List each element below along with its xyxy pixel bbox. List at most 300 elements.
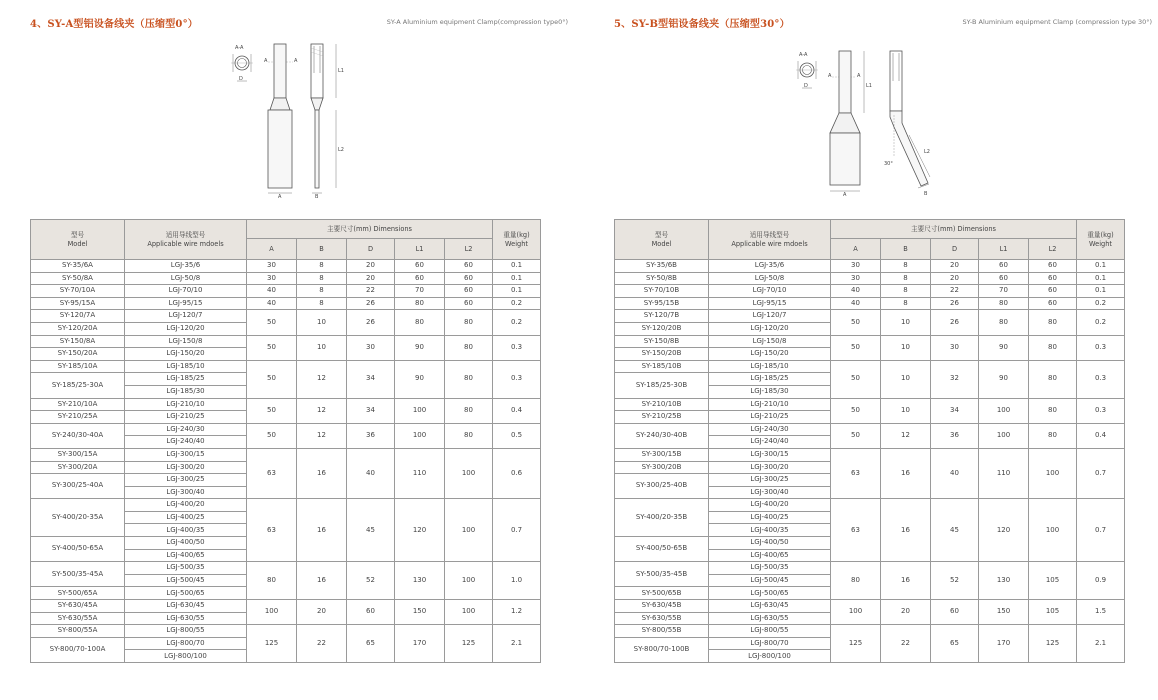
weight-cell: 0.2 [493,297,541,310]
model-cell: SY-500/35-45B [615,562,709,587]
dim-l1-cell: 80 [979,310,1029,335]
dim-a-cell: 50 [831,310,881,335]
table-row [31,260,541,273]
dim-l2-cell: 60 [445,260,493,273]
dim-a-cell: 50 [247,310,297,335]
weight-cell: 0.1 [493,260,541,273]
table-row [31,285,541,298]
wire-cell: LGJ-35/6 [125,260,247,273]
section-subtitle: SY-B Aluminium equipment Clamp (compression type 30°) [962,18,1152,26]
table-row [615,310,1125,323]
wire-cell: LGJ-630/45 [125,600,247,613]
dim-a-cell: 125 [831,625,881,663]
dim-l1-cell: 150 [979,600,1029,625]
wire-cell: LGJ-210/10 [125,398,247,411]
wire-cell: LGJ-800/70 [709,637,831,650]
table-row [31,297,541,310]
a-left-label: A [828,73,832,79]
a-right-label: A [294,58,298,64]
dim-l2-cell: 80 [1029,310,1077,335]
table-row [615,499,1125,512]
dim-d-cell: 60 [931,600,979,625]
model-cell: SY-210/10A [31,398,125,411]
wire-cell: LGJ-800/100 [125,650,247,663]
dim-l2-cell: 125 [1029,625,1077,663]
model-cell: SY-210/10B [615,398,709,411]
dim-b-cell: 16 [297,499,347,562]
dim-l1-cell: 120 [979,499,1029,562]
table-row [31,600,541,613]
table-row [615,600,1125,613]
wire-cell: LGJ-240/40 [125,436,247,449]
dim-a-cell: 50 [831,335,881,360]
dim-l2-cell: 60 [445,297,493,310]
dim-l1-cell: 80 [395,297,445,310]
wire-cell: LGJ-500/35 [125,562,247,575]
wire-cell: LGJ-400/50 [125,537,247,550]
table-row [615,335,1125,348]
dim-l1-cell: 80 [979,297,1029,310]
dim-a-cell: 50 [247,360,297,398]
dim-b-cell: 8 [297,272,347,285]
dim-l2-cell: 60 [445,272,493,285]
dim-l2-cell: 125 [445,625,493,663]
wire-cell: LGJ-50/8 [709,272,831,285]
wire-cell: LGJ-150/8 [125,335,247,348]
model-cell: SY-300/25-40B [615,474,709,499]
model-cell: SY-630/55A [31,612,125,625]
dim-l1-cell: 100 [979,398,1029,423]
model-cell: SY-120/7A [31,310,125,323]
wire-cell: LGJ-400/65 [709,549,831,562]
model-cell: SY-400/20-35B [615,499,709,537]
model-cell: SY-210/25B [615,411,709,424]
dim-l1-cell: 70 [395,285,445,298]
wire-cell: LGJ-400/20 [125,499,247,512]
wire-cell: LGJ-500/45 [709,574,831,587]
model-cell: SY-70/10B [615,285,709,298]
wire-cell: LGJ-150/8 [709,335,831,348]
wire-cell: LGJ-400/50 [709,537,831,550]
dim-b-cell: 16 [881,562,931,600]
dim-d-cell: 20 [931,272,979,285]
dim-l1-cell: 100 [979,423,1029,448]
dim-a-cell: 50 [831,423,881,448]
wire-cell: LGJ-185/25 [125,373,247,386]
wire-cell: LGJ-630/55 [709,612,831,625]
dim-l2-cell: 100 [445,562,493,600]
header-l1: L1 [979,239,1029,260]
wire-cell: LGJ-400/65 [125,549,247,562]
spec-table-body [615,260,1125,663]
wire-cell: LGJ-400/35 [709,524,831,537]
header-wire: 适用导线型号 Applicable wire mdoels [125,220,247,260]
table-row [31,562,541,575]
table-row [31,499,541,512]
dim-l1-cell: 110 [979,448,1029,498]
model-cell: SY-630/55B [615,612,709,625]
dim-l2-cell: 100 [445,448,493,498]
model-cell: SY-500/35-45A [31,562,125,587]
model-cell: SY-150/8B [615,335,709,348]
weight-cell: 0.9 [1077,562,1125,600]
model-cell: SY-35/6B [615,260,709,273]
dim-l2-cell: 60 [1029,260,1077,273]
dim-a-cell: 80 [831,562,881,600]
table-row [615,625,1125,638]
dim-l1-cell: 60 [979,272,1029,285]
dim-b-cell: 22 [297,625,347,663]
wire-cell: LGJ-185/30 [125,385,247,398]
dim-d-cell: 30 [931,335,979,360]
wire-cell: LGJ-210/25 [125,411,247,424]
header-l2: L2 [445,239,493,260]
wire-cell: LGJ-300/15 [709,448,831,461]
weight-cell: 1.2 [493,600,541,625]
model-cell: SY-120/7B [615,310,709,323]
dim-l2-cell: 80 [1029,360,1077,398]
weight-cell: 0.1 [1077,260,1125,273]
dim-l1-cell: 130 [979,562,1029,600]
table-row [615,423,1125,436]
dim-l1-cell: 60 [395,260,445,273]
dim-b-cell: 16 [297,448,347,498]
model-cell: SY-800/55B [615,625,709,638]
dim-d-cell: 60 [347,600,395,625]
dim-b-cell: 8 [881,272,931,285]
wire-cell: LGJ-210/25 [709,411,831,424]
wire-cell: LGJ-300/20 [125,461,247,474]
dim-l1-cell: 170 [395,625,445,663]
dim-a-cell: 100 [247,600,297,625]
weight-cell: 0.4 [493,398,541,423]
dim-l1-cell: 110 [395,448,445,498]
dim-a-cell: 50 [247,398,297,423]
model-cell: SY-800/55A [31,625,125,638]
header-model: 型号 Model [31,220,125,260]
dim-d-cell: 36 [347,423,395,448]
wire-cell: LGJ-800/55 [125,625,247,638]
spec-table-sy-b [614,219,1125,663]
dim-d-cell: 34 [931,398,979,423]
weight-cell: 2.1 [1077,625,1125,663]
dim-l2-cell: 100 [445,499,493,562]
dim-b-cell: 20 [881,600,931,625]
dim-d-cell: 20 [931,260,979,273]
wire-cell: LGJ-240/30 [125,423,247,436]
weight-cell: 0.3 [493,335,541,360]
model-cell: SY-150/20A [31,348,125,361]
dim-b-cell: 22 [881,625,931,663]
wire-cell: LGJ-800/100 [709,650,831,663]
dim-d-cell: 65 [931,625,979,663]
dim-b-cell: 10 [881,310,931,335]
header-d: D [347,239,395,260]
dim-l1-cell: 150 [395,600,445,625]
wire-cell: LGJ-300/25 [709,474,831,487]
model-cell: SY-800/70-100A [31,637,125,662]
weight-cell: 0.1 [1077,285,1125,298]
dim-b-cell: 10 [881,398,931,423]
dim-b-cell: 12 [297,423,347,448]
section-sy-a [30,0,570,700]
weight-cell: 0.7 [1077,448,1125,498]
model-cell: SY-400/20-35A [31,499,125,537]
dim-a-cell: 50 [247,423,297,448]
dim-a-cell: 63 [831,448,881,498]
header-weight: 重量(kg) Weight [493,220,541,260]
dim-d-cell: 52 [347,562,395,600]
weight-cell: 0.3 [1077,335,1125,360]
dim-l1-cell: 120 [395,499,445,562]
model-cell: SY-500/65A [31,587,125,600]
model-cell: SY-185/10B [615,360,709,373]
dim-a-cell: 50 [247,335,297,360]
wire-cell: LGJ-95/15 [125,297,247,310]
wire-cell: LGJ-120/7 [125,310,247,323]
wire-cell: LGJ-150/20 [709,348,831,361]
dim-l2-cell: 80 [1029,423,1077,448]
wire-cell: LGJ-300/40 [125,486,247,499]
weight-cell: 0.7 [1077,499,1125,562]
dim-b-cell: 8 [881,285,931,298]
header-a: A [247,239,297,260]
header-l1: L1 [395,239,445,260]
wire-cell: LGJ-240/40 [709,436,831,449]
header-dimensions: 主要尺寸(mm) Dimensions [247,220,493,239]
dim-a-cell: 40 [247,297,297,310]
weight-cell: 2.1 [493,625,541,663]
table-row [615,360,1125,373]
wire-cell: LGJ-500/65 [709,587,831,600]
wire-cell: LGJ-500/45 [125,574,247,587]
table-row [31,625,541,638]
weight-cell: 0.1 [493,285,541,298]
l2-label: L2 [338,147,344,153]
dim-a-cell: 125 [247,625,297,663]
dim-b-cell: 16 [881,448,931,498]
dim-l2-cell: 60 [1029,285,1077,298]
header-d: D [931,239,979,260]
table-row [31,448,541,461]
dim-b-cell: 8 [297,260,347,273]
a-right-label: A [857,73,861,79]
weight-cell: 0.3 [493,360,541,398]
dim-l1-cell: 130 [395,562,445,600]
dim-b-cell: 16 [297,562,347,600]
model-cell: SY-120/20A [31,322,125,335]
wire-cell: LGJ-185/30 [709,385,831,398]
wire-cell: LGJ-50/8 [125,272,247,285]
model-cell: SY-95/15B [615,297,709,310]
table-row [615,448,1125,461]
dim-l2-cell: 80 [445,398,493,423]
wire-cell: LGJ-300/15 [125,448,247,461]
weight-cell: 0.3 [1077,360,1125,398]
table-row [31,310,541,323]
dim-l2-cell: 105 [1029,562,1077,600]
table-row [615,285,1125,298]
dim-a-cell: 40 [831,297,881,310]
dim-l1-cell: 90 [979,360,1029,398]
dim-l2-cell: 80 [1029,335,1077,360]
dim-b-cell: 10 [881,335,931,360]
header-weight: 重量(kg) Weight [1077,220,1125,260]
dim-b-cell: 10 [881,360,931,398]
dim-d-cell: 26 [931,310,979,335]
wire-cell: LGJ-500/35 [709,562,831,575]
weight-cell: 0.4 [1077,423,1125,448]
dim-b-cell: 12 [881,423,931,448]
dim-d-cell: 40 [347,448,395,498]
dim-l2-cell: 100 [1029,499,1077,562]
model-cell: SY-300/25-40A [31,474,125,499]
model-cell: SY-300/15A [31,448,125,461]
wire-cell: LGJ-400/25 [709,511,831,524]
dim-l1-cell: 90 [979,335,1029,360]
dim-d-cell: 36 [931,423,979,448]
wire-cell: LGJ-630/45 [709,600,831,613]
table-row [615,297,1125,310]
weight-cell: 1.0 [493,562,541,600]
l2-label: L2 [924,149,930,155]
model-cell: SY-35/6A [31,260,125,273]
wire-cell: LGJ-185/25 [709,373,831,386]
dim-l2-cell: 60 [1029,297,1077,310]
dim-d-cell: 34 [347,360,395,398]
dim-b-cell: 16 [881,499,931,562]
model-cell: SY-300/20B [615,461,709,474]
wire-cell: LGJ-35/6 [709,260,831,273]
wire-cell: LGJ-400/25 [125,511,247,524]
wire-cell: LGJ-95/15 [709,297,831,310]
dim-l2-cell: 80 [1029,398,1077,423]
dim-d-cell: 40 [931,448,979,498]
dim-b-cell: 8 [881,260,931,273]
header-wire: 适用导线型号 Applicable wire mdoels [709,220,831,260]
dim-d-cell: 52 [931,562,979,600]
dim-l2-cell: 80 [445,310,493,335]
l1-label: L1 [338,68,344,74]
weight-cell: 0.2 [1077,297,1125,310]
model-cell: SY-400/50-65B [615,537,709,562]
wire-cell: LGJ-185/10 [125,360,247,373]
model-cell: SY-50/8A [31,272,125,285]
model-cell: SY-300/15B [615,448,709,461]
dim-l2-cell: 60 [1029,272,1077,285]
model-cell: SY-300/20A [31,461,125,474]
wire-cell: LGJ-400/20 [709,499,831,512]
model-cell: SY-185/10A [31,360,125,373]
model-cell: SY-240/30-40B [615,423,709,448]
wire-cell: LGJ-800/55 [709,625,831,638]
dim-b-cell: 10 [297,310,347,335]
wire-cell: LGJ-300/20 [709,461,831,474]
wire-cell: LGJ-500/65 [125,587,247,600]
table-row [615,260,1125,273]
dim-l1-cell: 60 [395,272,445,285]
dim-l2-cell: 100 [1029,448,1077,498]
dim-d-label: D [239,76,243,82]
model-cell: SY-70/10A [31,285,125,298]
dim-b-cell: 12 [297,398,347,423]
section-sy-b [614,0,1154,700]
angle-label: 30° [884,161,893,167]
dim-d-cell: 26 [347,297,395,310]
dim-l1-cell: 90 [395,360,445,398]
dim-d-cell: 26 [931,297,979,310]
dim-a-cell: 30 [831,260,881,273]
dim-d-cell: 22 [931,285,979,298]
dim-d-cell: 20 [347,272,395,285]
dim-l1-cell: 60 [979,260,1029,273]
dim-a-cell: 30 [247,272,297,285]
dim-d-cell: 34 [347,398,395,423]
dim-a-cell: 63 [247,448,297,498]
weight-cell: 0.2 [493,310,541,335]
dim-l2-cell: 80 [445,360,493,398]
header-model: 型号 Model [615,220,709,260]
dim-l1-cell: 70 [979,285,1029,298]
model-cell: SY-400/50-65A [31,537,125,562]
table-row [615,398,1125,411]
dim-l2-cell: 80 [445,335,493,360]
dim-l1-cell: 170 [979,625,1029,663]
dim-b-cell: 12 [297,360,347,398]
model-cell: SY-185/25-30B [615,373,709,398]
table-row [31,272,541,285]
weight-cell: 0.2 [1077,310,1125,335]
table-row [31,360,541,373]
dim-l1-cell: 100 [395,398,445,423]
dim-d-cell: 30 [347,335,395,360]
table-row [615,272,1125,285]
wire-cell: LGJ-800/70 [125,637,247,650]
header-l2: L2 [1029,239,1077,260]
model-cell: SY-95/15A [31,297,125,310]
dim-d-cell: 32 [931,360,979,398]
table-row [31,423,541,436]
dim-d-cell: 26 [347,310,395,335]
dim-l1-cell: 100 [395,423,445,448]
dim-b-cell: 8 [297,285,347,298]
dim-a-cell: 40 [831,285,881,298]
dim-b-cell: 8 [297,297,347,310]
weight-cell: 0.3 [1077,398,1125,423]
weight-cell: 0.6 [493,448,541,498]
section-aa-label: A-A [799,52,808,58]
dim-l2-cell: 100 [445,600,493,625]
section-title: 5、SY-B型铝设备线夹（压缩型30°） [614,19,790,30]
dim-a-cell: 63 [247,499,297,562]
model-cell: SY-500/65B [615,587,709,600]
dim-b-label: B [924,191,928,197]
wire-cell: LGJ-120/20 [709,322,831,335]
spec-table-sy-a [30,219,541,663]
weight-cell: 0.1 [1077,272,1125,285]
dim-b-cell: 8 [881,297,931,310]
wire-cell: LGJ-185/10 [709,360,831,373]
section-subtitle: SY-A Aluminium equipment Clamp(compression type0°) [386,18,568,26]
dim-d-cell: 45 [347,499,395,562]
table-row [615,562,1125,575]
dim-d-cell: 65 [347,625,395,663]
dim-l2-cell: 80 [445,423,493,448]
dim-a-cell: 50 [831,360,881,398]
a-left-label: A [264,58,268,64]
dim-a-cell: 100 [831,600,881,625]
dim-a-label: A [843,192,847,198]
